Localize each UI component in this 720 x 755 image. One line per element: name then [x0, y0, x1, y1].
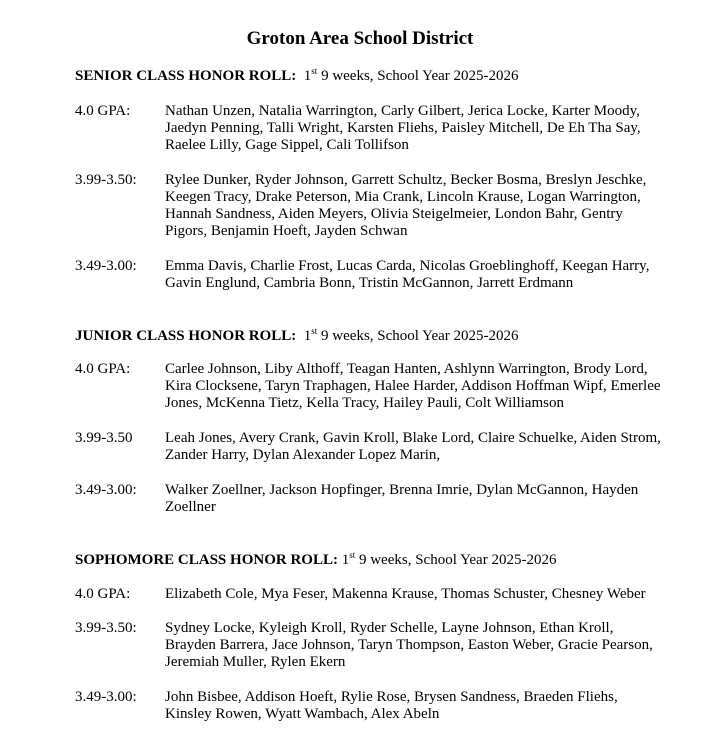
tier-names: Walker Zoellner, Jackson Hopfinger, Brenna Imrie, Dylan McGannon, Hayden Zoellner	[165, 482, 639, 515]
junior-section-label: JUNIOR CLASS HONOR ROLL:	[75, 328, 297, 344]
tier-label: 3.99-3.50:	[75, 620, 137, 636]
senior-ordinal-suffix: st	[311, 66, 318, 76]
tier-label: 4.0 GPA:	[75, 361, 131, 377]
senior-period: 9 weeks, School Year 2025-2026	[317, 68, 519, 84]
tier-label: 3.99-3.50	[75, 430, 133, 446]
tier-label: 3.49-3.00:	[75, 689, 137, 705]
tier-names: Nathan Unzen, Natalia Warrington, Carly Gilbert, Jerica Locke, Karter Moody, Jaedyn Penning, Talli Wright, Karsten Fliehs, Paisley Mitchell, De Eh Tha Say, Raelee Lilly, Gage Sippel, Cali Tollifson	[165, 103, 641, 153]
senior-section-label: SENIOR CLASS HONOR ROLL:	[75, 68, 297, 84]
sophomore-ordinal-suffix: st	[349, 550, 356, 560]
tier-names: Carlee Johnson, Liby Althoff, Teagan Hanten, Ashlynn Warrington, Brody Lord, Kira Clocksene, Taryn Traphagen, Halee Harder, Addison Hoffman Wipf, Emerlee Jones, McKenna Tietz, Kella Tracy, Hailey Pauli, Colt Williamson	[165, 361, 661, 411]
tier-label: 3.49-3.00:	[75, 482, 137, 498]
senior-section-heading	[75, 67, 519, 85]
junior-period: 9 weeks, School Year 2025-2026	[317, 328, 519, 344]
tier-label: 3.99-3.50:	[75, 172, 137, 188]
sophomore-section-heading	[75, 551, 556, 569]
junior-ordinal-suffix: st	[311, 326, 318, 336]
tier-label: 4.0 GPA:	[75, 103, 131, 119]
sophomore-period: 9 weeks, School Year 2025-2026	[355, 552, 557, 568]
junior-ordinal-number: 1	[303, 328, 312, 344]
sophomore-ordinal-number: 1	[341, 552, 350, 568]
tier-names: John Bisbee, Addison Hoeft, Rylie Rose, Brysen Sandness, Braeden Fliehs, Kinsley Rowen, Wyatt Wambach, Alex Abeln	[165, 689, 618, 722]
tier-names: Elizabeth Cole, Mya Feser, Makenna Krause, Thomas Schuster, Chesney Weber	[165, 586, 646, 602]
tier-names: Rylee Dunker, Ryder Johnson, Garrett Schultz, Becker Bosma, Breslyn Jeschke, Keegen Tracy, Drake Peterson, Mia Crank, Lincoln Krause, Logan Warrington, Hannah Sandness, Aiden Meyers, Olivia Steigelmeier, London Bahr, Gentry Pigors, Benjamin Hoeft, Jayden Schwan	[165, 172, 647, 239]
junior-section-heading	[75, 327, 519, 345]
senior-ordinal-number: 1	[303, 68, 312, 84]
tier-names: Sydney Locke, Kyleigh Kroll, Ryder Schelle, Layne Johnson, Ethan Kroll, Brayden Barrera, Jace Johnson, Taryn Thompson, Easton Weber, Gracie Pearson, Jeremiah Muller, Rylen Ekern	[165, 620, 653, 670]
document-title: Groton Area School District	[246, 28, 474, 49]
tier-names: Leah Jones, Avery Crank, Gavin Kroll, Blake Lord, Claire Schuelke, Aiden Strom, Zander Harry, Dylan Alexander Lopez Marin,	[165, 430, 661, 463]
tier-label: 3.49-3.00:	[75, 258, 137, 274]
sophomore-section-label: SOPHOMORE CLASS HONOR ROLL:	[75, 552, 338, 568]
tier-names: Emma Davis, Charlie Frost, Lucas Carda, Nicolas Groeblinghoff, Keegan Harry, Gavin Englund, Cambria Bonn, Tristin McGannon, Jarrett Erdmann	[165, 258, 650, 291]
tier-label: 4.0 GPA:	[75, 586, 131, 602]
